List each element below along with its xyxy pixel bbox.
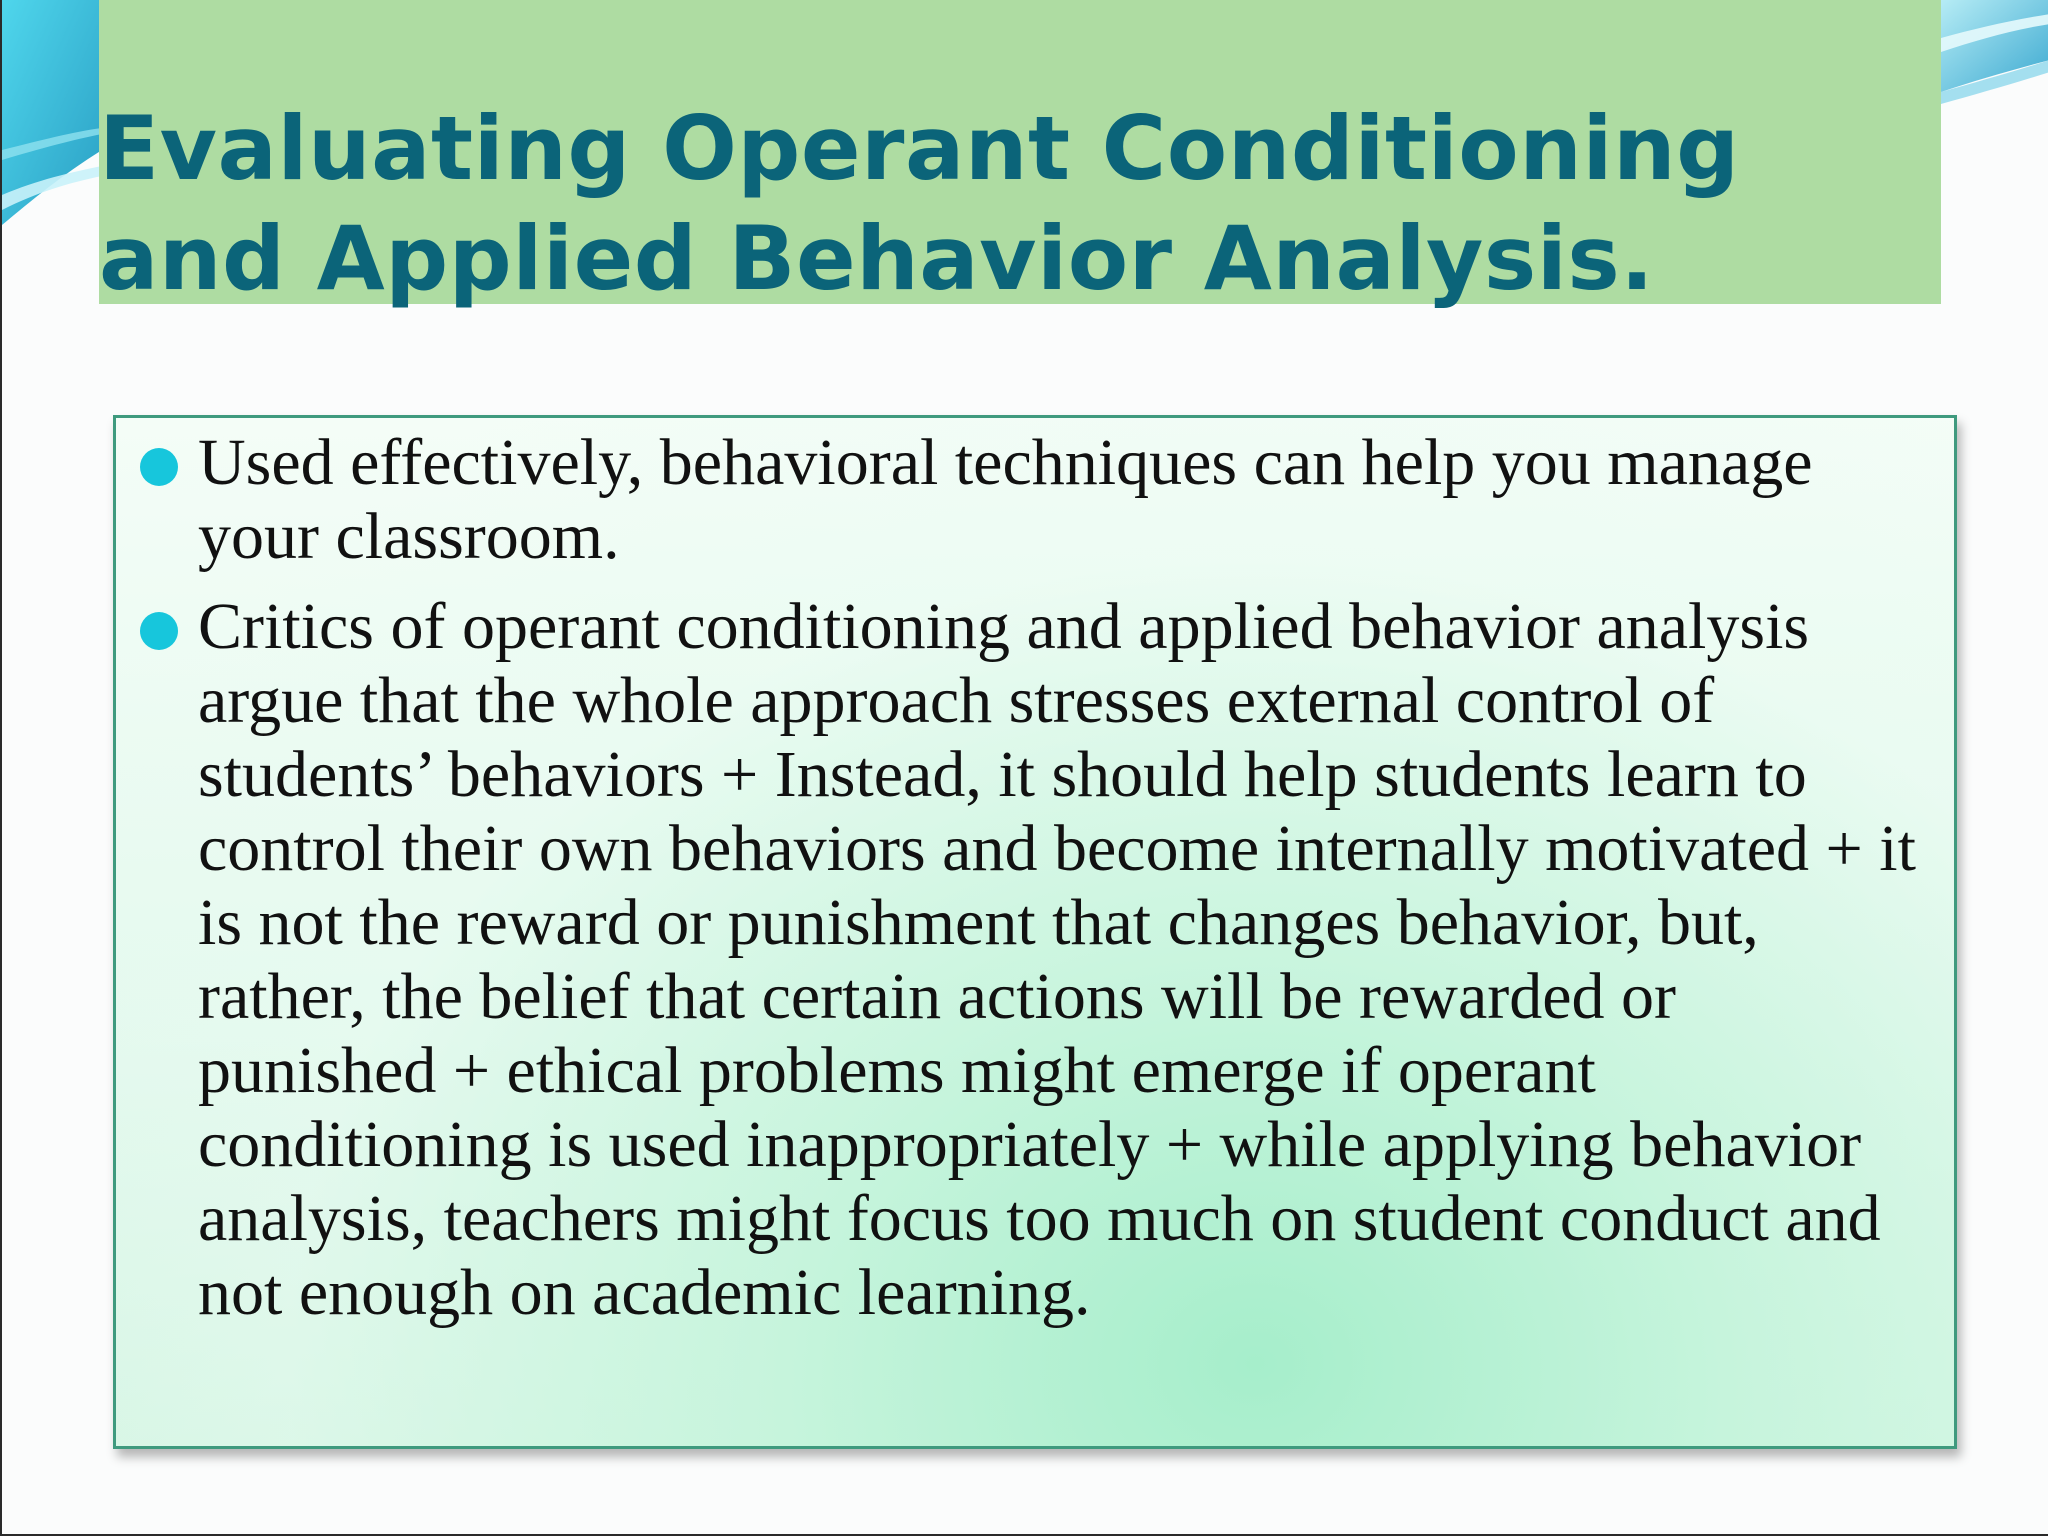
bullet-text: Used effectively, behavioral techniques can help you manage your classroom. [198, 426, 1813, 573]
bullet-text: Critics of operant conditioning and applied behavior analysis argue that the whole approach stresses external control of students’ behaviors + Instead, it should help students learn to control their own behaviors and become internally motivated + it is not the reward or punishment that changes behavior, but, rather, the belief that certain actions will be rewarded or punished + ethical problems might emerge if operant conditioning is used inappropriately + while applying behavior analysis, teachers might focus too much on student conduct and not enough on academic learning. [198, 590, 1916, 1329]
bullet-item [116, 426, 1954, 574]
slide-title: Evaluating Operant Conditioning and Applied Behavior Analysis. [99, 97, 1740, 310]
bullet-list [116, 426, 1954, 1346]
bullet-dot-icon [140, 612, 178, 650]
bullet-item [116, 590, 1954, 1330]
bullet-dot-icon [140, 448, 178, 486]
content-box [113, 415, 1957, 1449]
